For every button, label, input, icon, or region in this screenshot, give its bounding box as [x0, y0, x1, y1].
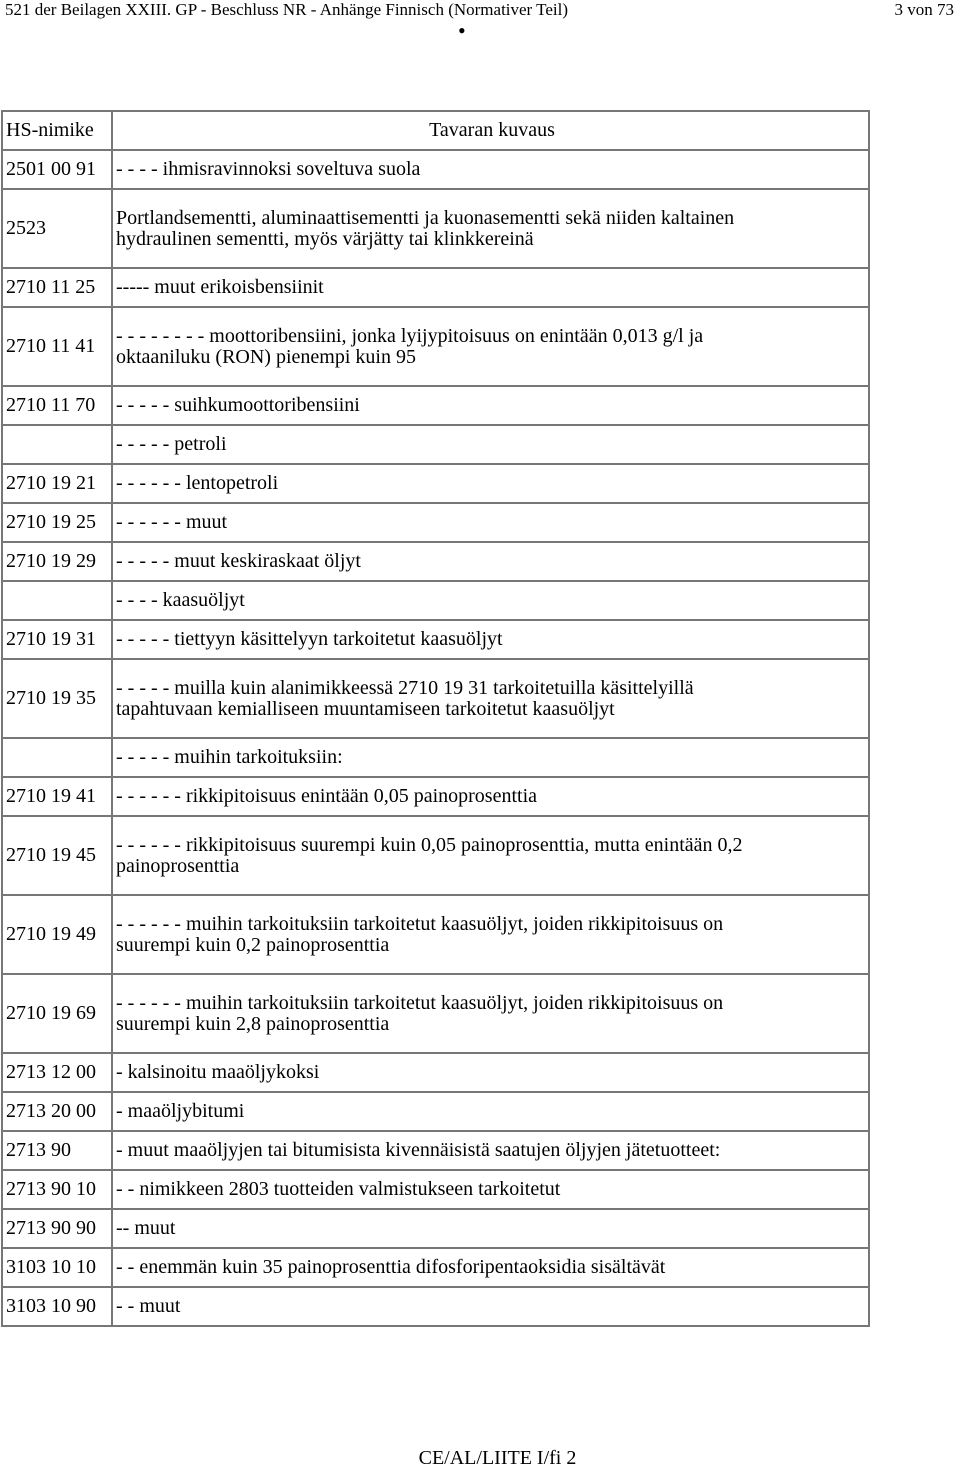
description: - - nimikkeen 2803 tuotteiden valmistukseen tarkoitetut — [112, 1170, 869, 1209]
description: - - - - - muihin tarkoituksiin: — [112, 738, 869, 777]
hs-code: 3103 10 10 — [2, 1248, 112, 1287]
page-header — [0, 0, 960, 43]
description: - - - - ihmisravinnoksi soveltuva suola — [112, 150, 869, 189]
hs-code: 2710 19 41 — [2, 777, 112, 816]
hs-code — [2, 738, 112, 777]
table-row — [2, 1131, 869, 1170]
table-row — [2, 1053, 869, 1092]
description: - muut maaöljyjen tai bitumisista kivennäisistä saatujen öljyjen jätetuotteet: — [112, 1131, 869, 1170]
table-row — [2, 816, 869, 895]
description: - - - - kaasuöljyt — [112, 581, 869, 620]
description: - - - - - suihkumoottoribensiini — [112, 386, 869, 425]
description: - maaöljybitumi — [112, 1092, 869, 1131]
description: - - - - - - lentopetroli — [112, 464, 869, 503]
description: - - muut — [112, 1287, 869, 1326]
description: -- muut — [112, 1209, 869, 1248]
description-line: Portlandsementti, aluminaattisementti ja kuonasementti sekä niiden kaltainen — [116, 206, 735, 229]
hs-code: 2713 90 — [2, 1131, 112, 1170]
table-row — [2, 268, 869, 307]
hs-code: 2710 19 49 — [2, 895, 112, 974]
column-header-code: HS-nimike — [2, 111, 112, 150]
table-row — [2, 659, 869, 738]
table-row — [2, 189, 869, 268]
hs-code: 2713 90 10 — [2, 1170, 112, 1209]
document-title: 521 der Beilagen XXIII. GP - Beschluss NR - Anhänge Finnisch (Normativer Teil) — [5, 0, 569, 19]
table-row — [2, 307, 869, 386]
table-row — [2, 895, 869, 974]
description-line: suurempi kuin 0,2 painoprosenttia — [116, 933, 390, 956]
hs-code: 2713 12 00 — [2, 1053, 112, 1092]
hs-code: 2710 19 31 — [2, 620, 112, 659]
column-header-description: Tavaran kuvaus — [112, 111, 869, 150]
description-line: hydraulinen sementti, myös värjätty tai klinkkereinä — [116, 227, 534, 250]
table-row — [2, 974, 869, 1053]
description-line: - - - - - muilla kuin alanimikkeessä 2710 19 31 tarkoitetuilla käsittelyillä — [116, 676, 694, 699]
hs-code: 2523 — [2, 189, 112, 268]
table-row — [2, 620, 869, 659]
description: - - - - - tiettyyn käsittelyyn tarkoitetut kaasuöljyt — [112, 620, 869, 659]
description-line: - - - - - - muihin tarkoituksiin tarkoitetut kaasuöljyt, joiden rikkipitoisuus on — [116, 991, 724, 1014]
description: - - - - - petroli — [112, 425, 869, 464]
hs-code: 2713 90 90 — [2, 1209, 112, 1248]
description — [112, 189, 869, 268]
table-row — [2, 1287, 869, 1326]
table-row — [2, 503, 869, 542]
hs-code: 2710 19 45 — [2, 816, 112, 895]
table-row — [2, 150, 869, 189]
hs-code — [2, 425, 112, 464]
hs-code: 3103 10 90 — [2, 1287, 112, 1326]
description: - - - - - - muut — [112, 503, 869, 542]
description-line: - - - - - - rikkipitoisuus suurempi kuin 0,05 painoprosenttia, mutta enintään 0,2 — [116, 833, 743, 856]
page-number: 3 von 73 — [894, 0, 954, 19]
table-row — [2, 425, 869, 464]
description: - - - - - muut keskiraskaat öljyt — [112, 542, 869, 581]
hs-code: 2713 20 00 — [2, 1092, 112, 1131]
hs-code: 2710 11 70 — [2, 386, 112, 425]
table-row — [2, 1209, 869, 1248]
description — [112, 816, 869, 895]
hs-code: 2710 11 41 — [2, 307, 112, 386]
hs-code: 2710 19 25 — [2, 503, 112, 542]
description-line: painoprosenttia — [116, 854, 240, 877]
description: ----- muut erikoisbensiinit — [112, 268, 869, 307]
description: - kalsinoitu maaöljykoksi — [112, 1053, 869, 1092]
description-line: suurempi kuin 2,8 painoprosenttia — [116, 1012, 390, 1035]
description-line: - - - - - - - - moottoribensiini, jonka lyijypitoisuus on enintään 0,013 g/l ja — [116, 324, 704, 347]
description: - - enemmän kuin 35 painoprosenttia difosforipentaoksidia sisältävät — [112, 1248, 869, 1287]
table-row — [2, 464, 869, 503]
table-row — [2, 1170, 869, 1209]
description — [112, 895, 869, 974]
table-row — [2, 542, 869, 581]
description — [112, 307, 869, 386]
description: - - - - - - rikkipitoisuus enintään 0,05 painoprosenttia — [112, 777, 869, 816]
description — [112, 659, 869, 738]
hs-code: 2710 19 29 — [2, 542, 112, 581]
table-header-row — [2, 111, 869, 150]
table-row — [2, 386, 869, 425]
table-row — [2, 738, 869, 777]
hs-code: 2501 00 91 — [2, 150, 112, 189]
table-row — [2, 1092, 869, 1131]
table-row — [2, 1248, 869, 1287]
description-line: tapahtuvaan kemialliseen muuntamiseen tarkoitetut kaasuöljyt — [116, 697, 615, 720]
hs-code — [2, 581, 112, 620]
table-row — [2, 777, 869, 816]
hs-code: 2710 19 69 — [2, 974, 112, 1053]
hs-code: 2710 19 21 — [2, 464, 112, 503]
hs-code: 2710 11 25 — [2, 268, 112, 307]
description-line: oktaaniluku (RON) pienempi kuin 95 — [116, 345, 416, 368]
description-line: - - - - - - muihin tarkoituksiin tarkoitetut kaasuöljyt, joiden rikkipitoisuus on — [116, 912, 724, 935]
description — [112, 974, 869, 1053]
hs-code: 2710 19 35 — [2, 659, 112, 738]
page-footer: CE/AL/LIITE I/fi 2 — [418, 1447, 577, 1469]
table-row — [2, 581, 869, 620]
bullet-icon: • — [458, 18, 466, 43]
tariff-table — [1, 110, 870, 1327]
